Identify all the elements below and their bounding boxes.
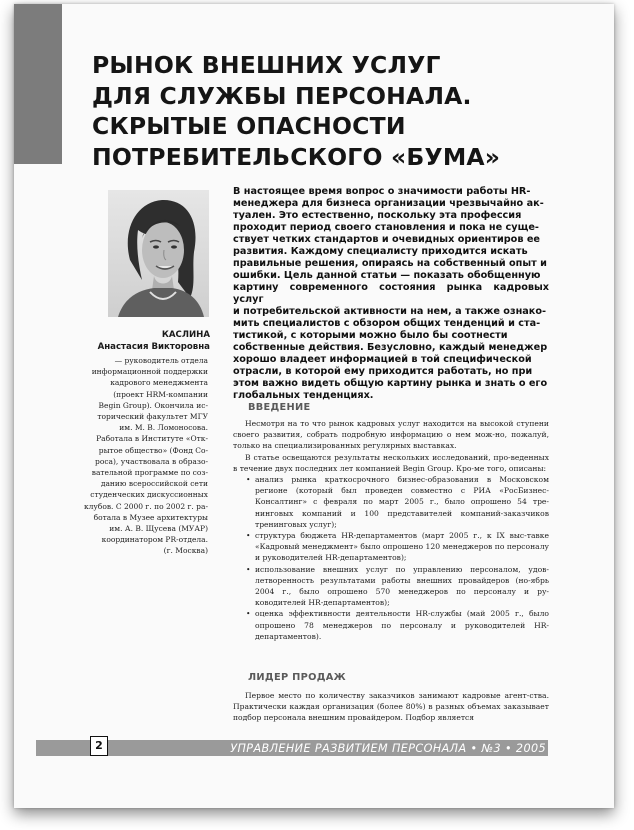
lead-line: собственные действия. Безусловно, каждый менеджер — [233, 342, 548, 353]
bio-line: Работала в Институте «Отк- — [96, 434, 208, 444]
bio-line: им. А. В. Щусева (МУАР) — [109, 524, 208, 534]
section-heading-sales-leader: ЛИДЕР ПРОДАЖ — [248, 672, 346, 683]
page-number: 2 — [90, 736, 108, 756]
bio-line: торический факультет МГУ — [97, 412, 208, 422]
author-surname: КАСЛИНА — [161, 330, 210, 340]
bio-line: вательной программе по соз- — [91, 468, 208, 478]
bio-line: (г. Москва) — [163, 546, 208, 556]
lead-line: правильные решения, опираясь на собственный опыт и — [233, 258, 547, 269]
lead-line: тистикой, с которыми можно было бы соотнести — [233, 330, 508, 341]
bio-line: — руководитель отдела — [114, 356, 208, 365]
paragraph: Первое место по количеству заказчиков занимают кадровые агент-ства. Практически каждая организация (более 80%) в разных объемах заказывает подбор персонала внешним провайдером. Подбор является — [233, 691, 549, 723]
section-heading-intro: ВВЕДЕНИЕ — [248, 402, 311, 413]
bio-line: Begin Group). Окончила ис- — [98, 400, 208, 410]
title-line: ПОТРЕБИТЕЛЬСКОГО «БУМА» — [92, 142, 501, 171]
bio-line: ботала в Музее архитектуры — [93, 512, 208, 522]
list-item: • структура бюджета HR-департаментов (март 2005 г., к IX выс-тавке «Кадровый менеджмент» было опрошено 120 менеджеров по персоналу и руководителей HR-департаментов); — [245, 530, 549, 564]
author-given-name: Анастасия Викторовна — [97, 342, 210, 352]
bio-line: клубов. С 2000 г. по 2002 г. ра- — [83, 501, 208, 511]
bio-line: роса), участвовала в образо- — [95, 456, 208, 466]
lead-line: картину современного состояния рынка кадровых услуг — [233, 282, 549, 305]
bio-line: студенческих дискуссионных — [90, 490, 208, 500]
author-photo — [108, 190, 209, 317]
lead-line: развития. Каждому специалисту приходится искать — [233, 246, 528, 257]
bio-line: рытое общество» (Фонд Со- — [98, 445, 208, 455]
author-bio — [58, 355, 208, 557]
lead-line: ошибки. Цель данной статьи — показать обобщенную — [233, 270, 541, 281]
lead-paragraph — [233, 186, 549, 402]
bio-line: им. М. В. Ломоносова. — [119, 423, 208, 433]
lead-line: ствует четких стандартов и очевидных ориентиров ее — [233, 234, 540, 245]
paragraph: В статье освещаются результаты нескольких исследований, про-веденных в течение двух последних лет компанией Begin Group. Кро-ме того, описаны: — [233, 452, 549, 473]
journal-title: УПРАВЛЕНИЕ РАЗВИТИЕМ ПЕРСОНАЛА • №3 • 2005 — [230, 742, 546, 755]
article-title — [92, 50, 592, 172]
section-intro-body — [233, 418, 549, 642]
bio-line: (проект HRM-компании — [113, 389, 208, 399]
title-line: ДЛЯ СЛУЖБЫ ПЕРСОНАЛА. — [92, 81, 472, 110]
section-sales-body — [233, 690, 549, 724]
bio-line: кадрового менеджмента — [110, 378, 208, 388]
lead-line: глобальных тенденциях. — [233, 390, 374, 401]
bio-line: информационной поддержки — [91, 367, 208, 377]
survey-list — [233, 474, 549, 642]
lead-line: и потребительской активности на нем, а также ознако- — [233, 306, 547, 317]
lead-line: отрасли, в которой ему приходится работать, но при — [233, 366, 533, 377]
list-item: • анализ рынка краткосрочного бизнес-образования в Московском регионе (который был проведен совместно с РИА «РосБизнес-Консалтинг» с февраля по март 2005 г., было опрошено 54 тре-нинговых компаний и 100 представителей компаний-заказчиков тренинговых услуг); — [245, 474, 549, 530]
author-portrait-image — [108, 190, 209, 317]
list-item: • оценка эффективности деятельности HR-службы (май 2005 г., было опрошено 78 менеджеров по персоналу и руководителей HR-департаментов). — [245, 608, 549, 642]
title-line: РЫНОК ВНЕШНИХ УСЛУГ — [92, 51, 441, 79]
lead-line: мить специалистов с обзором общих тенденций и ста- — [233, 318, 541, 329]
lead-line: проходит период своего становления и пока не суще- — [233, 222, 539, 233]
list-item: • использование внешних услуг по управлению персоналом, удов-летворенность результатами работы внешних провайдеров (но-ябрь 2004 г., было опрошено 570 менеджеров по персоналу и ру-ководителей HR-департаментов); — [245, 564, 549, 609]
lead-line: туален. Это естественно, поскольку эта профессия — [233, 210, 522, 221]
lead-line: этом важно видеть общую картину рынка и знать о его — [233, 378, 548, 389]
lead-line: менеджера для бизнеса организации чрезвычайно ак- — [233, 198, 544, 209]
bio-line: данию всероссийской сети — [100, 479, 208, 489]
left-accent-bar — [14, 4, 62, 164]
paragraph: Несмотря на то что рынок кадровых услуг находится на высокой ступени своего развития, собрать подробную информацию о нем мож-но, пожалуй, только на специализированных регулярных выставках. — [233, 419, 549, 451]
lead-line: В настоящее время вопрос о значимости работы HR- — [233, 186, 531, 197]
lead-line: хорошо владеет информацией в той специфической — [233, 354, 532, 365]
bio-line: координатором PR-отдела. — [101, 535, 208, 545]
title-line: СКРЫТЫЕ ОПАСНОСТИ — [92, 112, 406, 140]
